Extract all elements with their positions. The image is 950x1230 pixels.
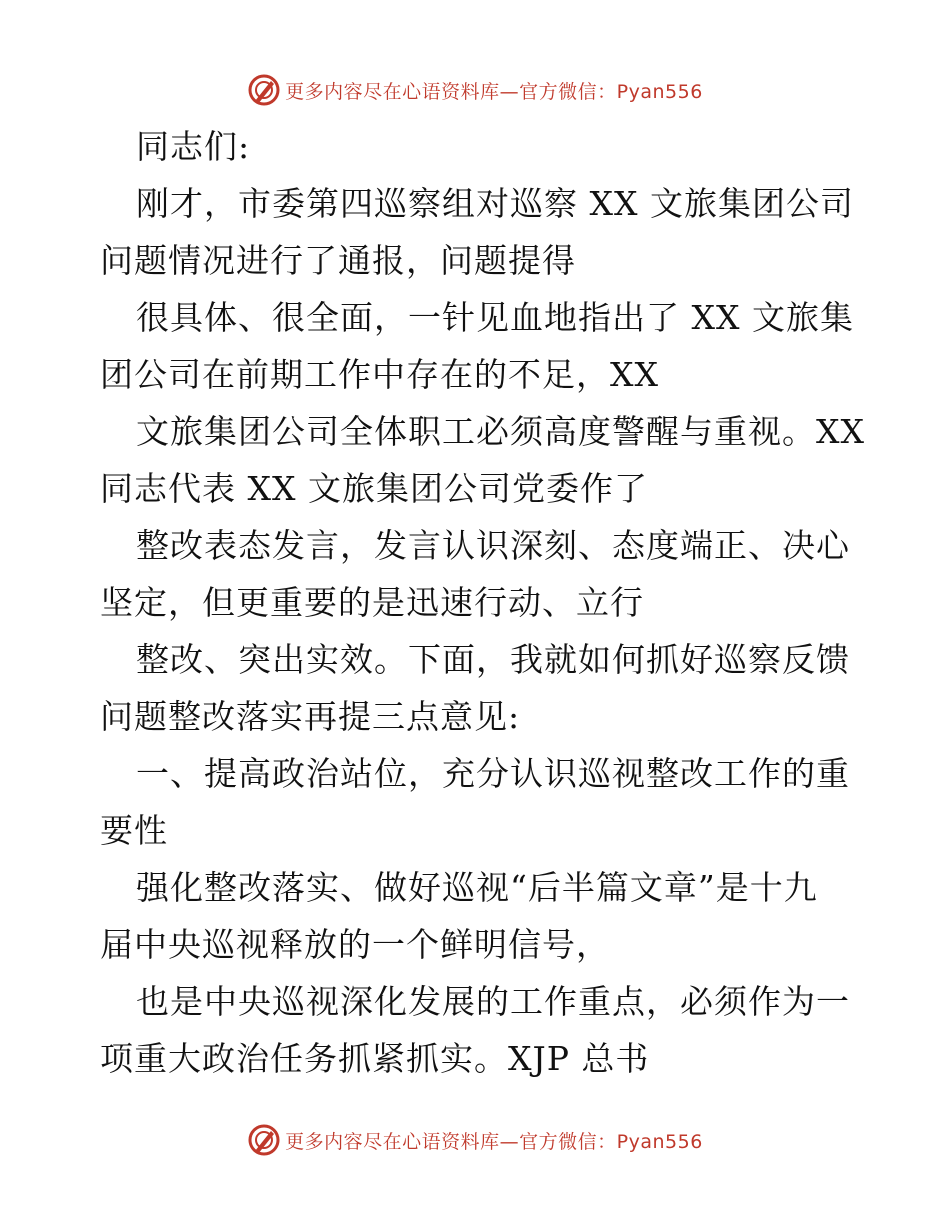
document-line: 强化整改落实、做好巡视“后半篇文章”是十九 (136, 868, 818, 907)
document-line: 团公司在前期工作中存在的不足，XX (100, 355, 659, 394)
document-line: 也是中央巡视深化发展的工作重点，必须作为一 (136, 982, 850, 1021)
footer-banner (0, 1120, 950, 1160)
document-line: 问题整改落实再提三点意见: (100, 697, 521, 736)
header-banner-text: 更多内容尽在心语资料库—官方微信：Pyan556 (285, 80, 703, 103)
document-line: 同志们: (136, 127, 251, 166)
document-line: 坚定，但更重要的是迅速行动、立行 (100, 583, 644, 622)
document-line: 项重大政治任务抓紧抓实。XJP 总书 (100, 1039, 650, 1078)
document-line: 问题情况进行了通报，问题提得 (100, 241, 576, 280)
section-heading-line: 要性 (100, 811, 168, 850)
footer-banner-text: 更多内容尽在心语资料库—官方微信：Pyan556 (285, 1130, 703, 1153)
document-line: 整改、突出实效。下面，我就如何抓好巡察反馈 (136, 640, 850, 679)
header-banner (0, 70, 950, 110)
pen-circle-logo-icon (247, 1123, 281, 1157)
section-heading-line: 一、提高政治站位，充分认识巡视整改工作的重 (136, 754, 850, 793)
document-line: 刚才，市委第四巡察组对巡察 XX 文旅集团公司 (136, 184, 854, 223)
document-line: 文旅集团公司全体职工必须高度警醒与重视。XX (136, 412, 865, 451)
pen-circle-logo-icon (247, 73, 281, 107)
document-line: 整改表态发言，发言认识深刻、态度端正、决心 (136, 526, 850, 565)
document-body (100, 118, 865, 1087)
document-line: 同志代表 XX 文旅集团公司党委作了 (100, 469, 648, 508)
document-line: 很具体、很全面，一针见血地指出了 XX 文旅集 (136, 298, 854, 337)
document-line: 届中央巡视释放的一个鲜明信号， (100, 925, 610, 964)
